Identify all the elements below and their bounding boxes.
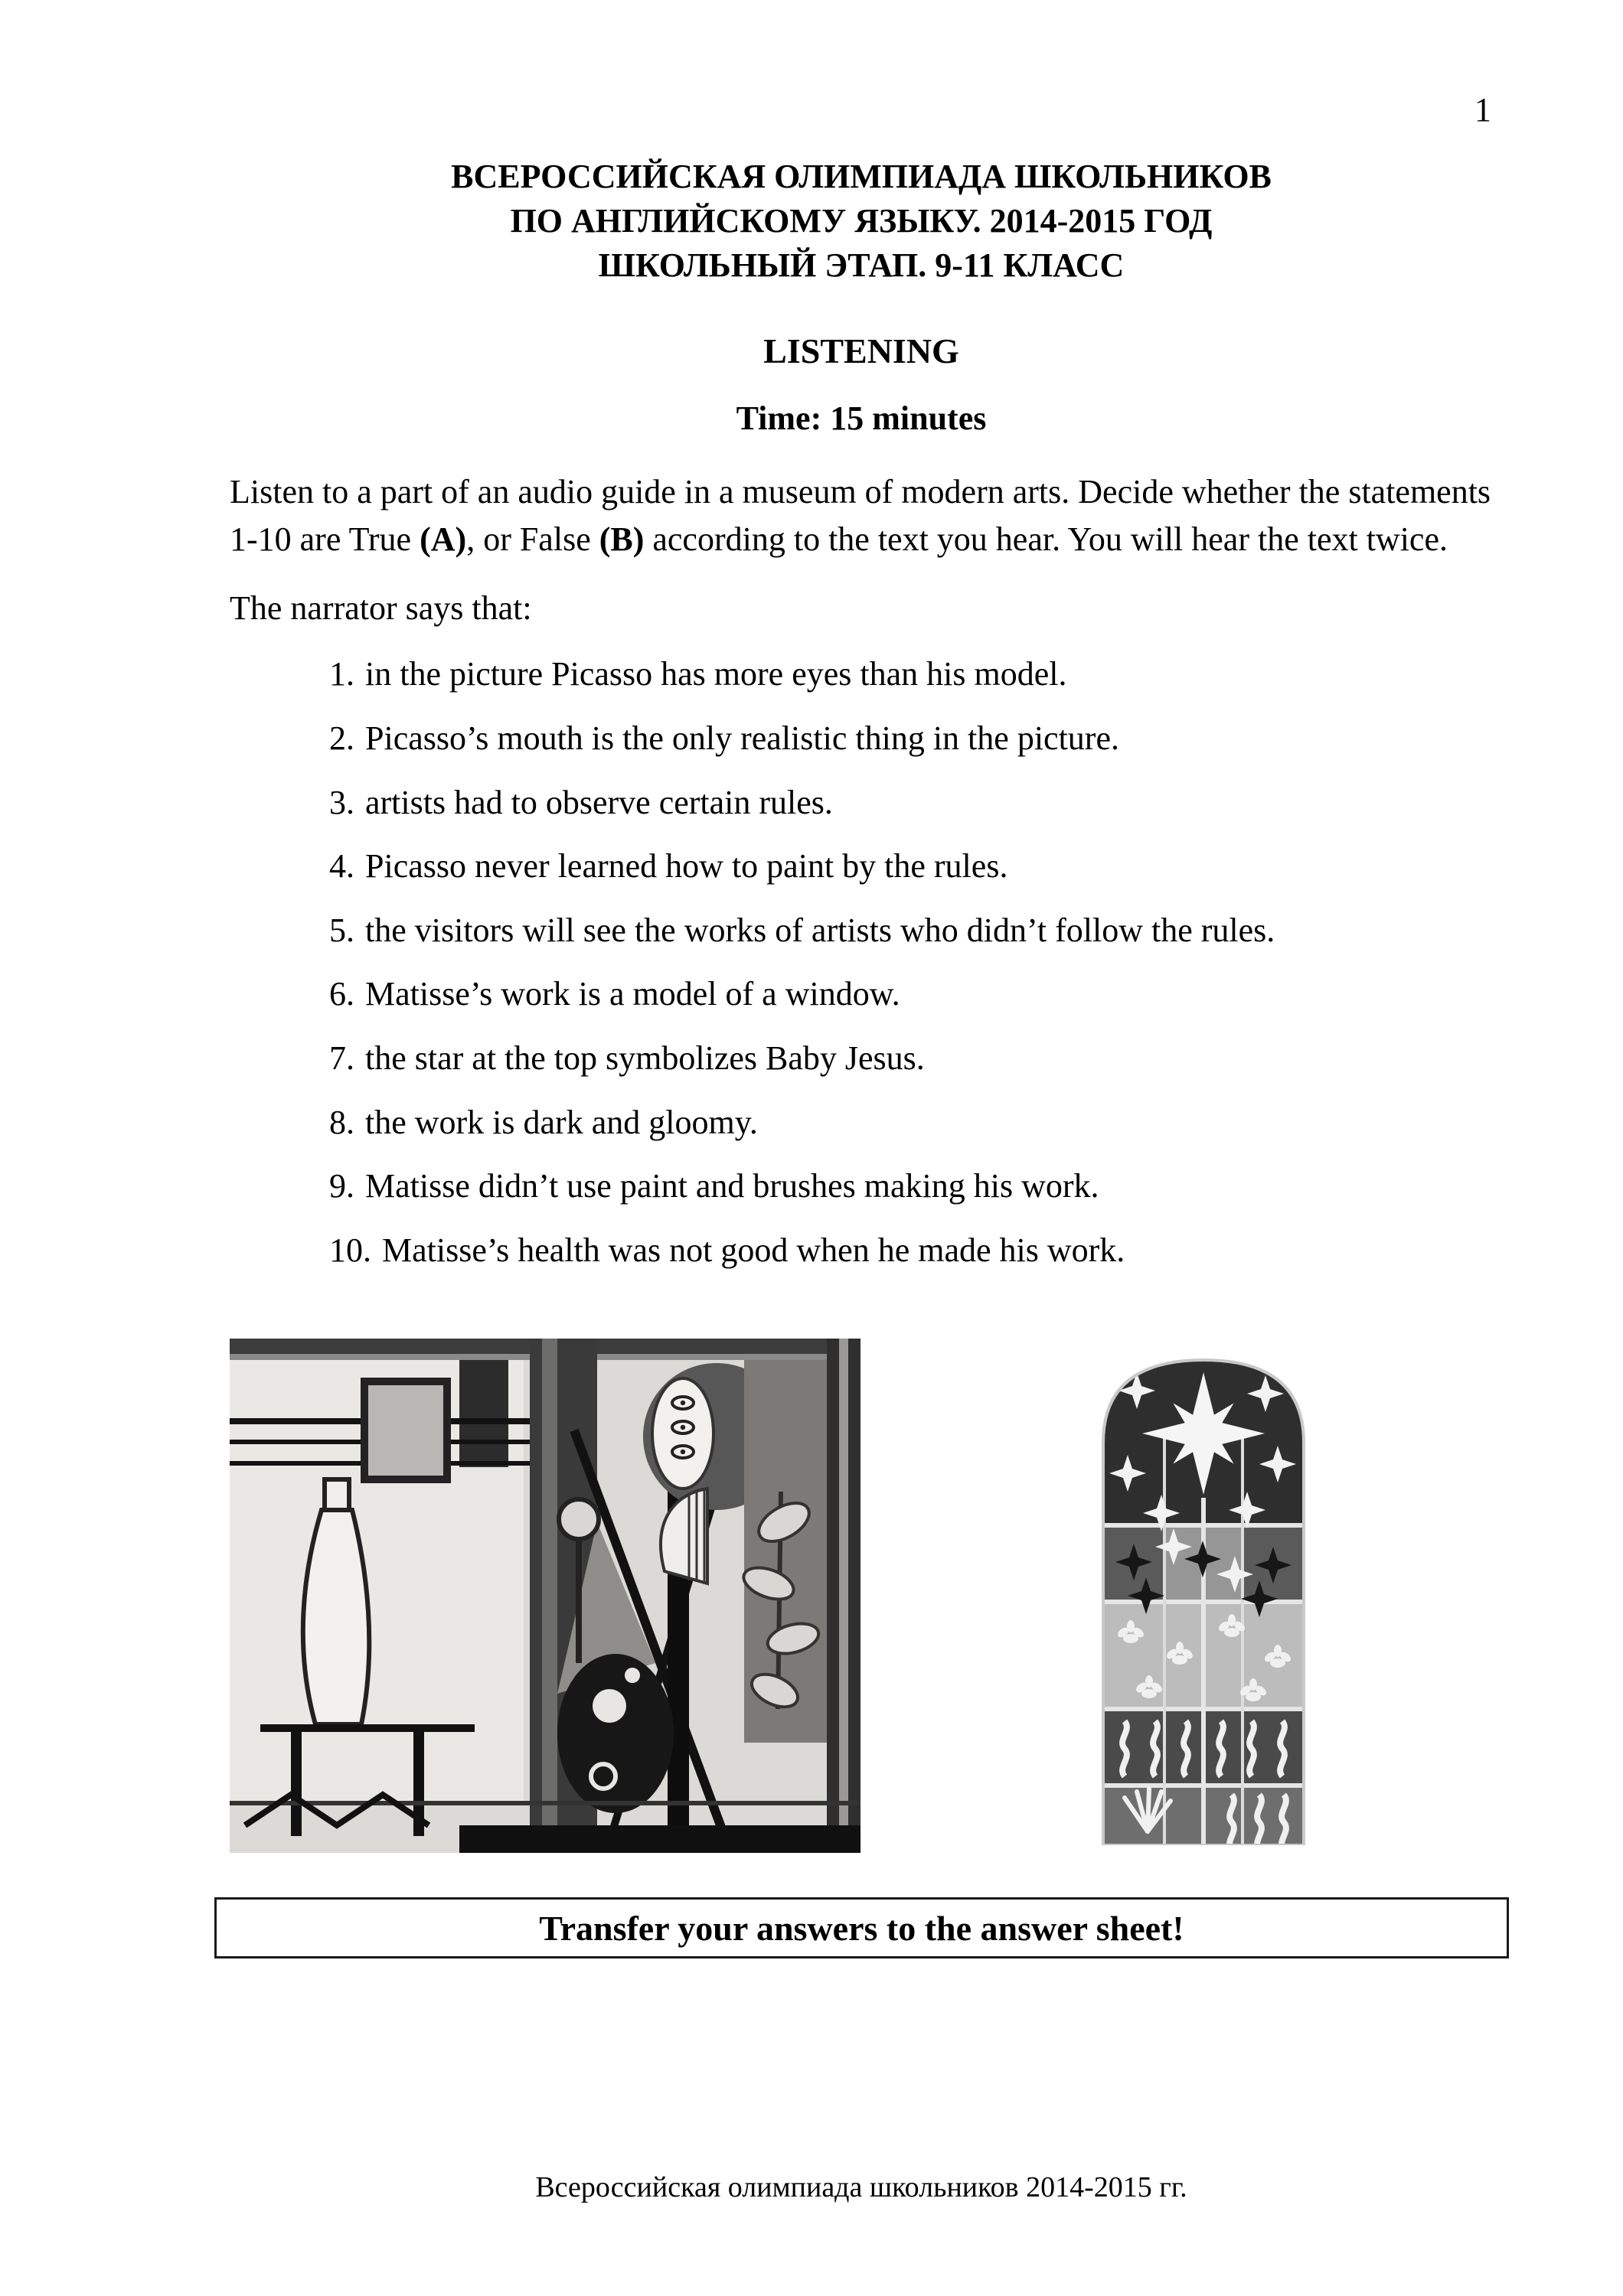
instructions-segment: Listen to a part of an audio guide in a museum of modern arts. Decide whether the statements 1-10 are True (230, 473, 1491, 558)
statement-item-7 (329, 1039, 1493, 1078)
statement-text: Picasso never learned how to paint by the rules. (365, 847, 1008, 885)
statement-text: the star at the top symbolizes Baby Jesus. (365, 1039, 925, 1077)
statement-item-5 (329, 912, 1493, 951)
instructions-segment: according to the text you hear. You will hear the text twice. (644, 520, 1448, 558)
statement-number: 5. (329, 911, 354, 949)
task-instructions (230, 468, 1493, 563)
statement-number: 10. (329, 1231, 371, 1269)
statement-number: 9. (329, 1167, 354, 1205)
statement-number: 2. (329, 719, 354, 758)
statement-text: artists had to observe certain rules. (365, 783, 833, 821)
instructions-option-a: (A) (420, 520, 467, 558)
document-header (230, 155, 1493, 288)
statement-item-2 (329, 719, 1493, 758)
statement-text: the work is dark and gloomy. (365, 1103, 758, 1141)
statement-item-1 (329, 655, 1493, 694)
statement-item-9 (329, 1167, 1493, 1206)
statement-text: Matisse didn’t use paint and brushes making his work. (365, 1167, 1099, 1205)
statement-item-10 (329, 1231, 1493, 1270)
narrator-lead-in: The narrator says that: (230, 589, 532, 628)
picasso-painting-image (230, 1339, 860, 1853)
statement-number: 8. (329, 1103, 354, 1141)
answer-transfer-box (214, 1897, 1509, 1958)
statement-item-3 (329, 784, 1493, 823)
statement-text: Picasso’s mouth is the only realistic thing in the picture. (365, 719, 1119, 758)
page-number: 1 (1474, 91, 1491, 129)
document-footer: Всероссийская олимпиада школьников 2014-2015 гг. (535, 2171, 1187, 2203)
statement-item-6 (329, 975, 1493, 1014)
statement-number: 6. (329, 975, 354, 1013)
section-title: LISTENING (763, 331, 959, 371)
statement-number: 4. (329, 847, 354, 885)
statement-item-4 (329, 847, 1493, 886)
header-line-3: ШКОЛЬНЫЙ ЭТАП. 9-11 КЛАСС (598, 246, 1125, 285)
statements-list (329, 655, 1493, 1270)
instructions-segment: , or False (466, 520, 599, 558)
artwork-images-row (230, 1339, 1493, 1853)
header-line-1: ВСЕРОССИЙСКАЯ ОЛИМПИАДА ШКОЛЬНИКОВ (451, 158, 1272, 195)
statement-text: Matisse’s work is a model of a window. (365, 975, 900, 1013)
statement-text: Matisse’s health was not good when he made his work. (382, 1231, 1125, 1269)
statement-number: 3. (329, 783, 354, 821)
statement-number: 7. (329, 1039, 354, 1077)
statement-item-8 (329, 1104, 1493, 1143)
matisse-window-image (1094, 1345, 1313, 1845)
instructions-option-b: (B) (599, 520, 645, 558)
statement-text: in the picture Picasso has more eyes than his model. (365, 655, 1067, 693)
time-limit: Time: 15 minutes (736, 400, 987, 438)
answer-transfer-text: Transfer your answers to the answer sheet! (539, 1908, 1184, 1948)
statement-text: the visitors will see the works of artists who didn’t follow the rules. (365, 911, 1275, 949)
header-line-2: ПО АНГЛИЙСКОМУ ЯЗЫКУ. 2014-2015 ГОД (510, 202, 1213, 240)
statement-number: 1. (329, 655, 354, 693)
